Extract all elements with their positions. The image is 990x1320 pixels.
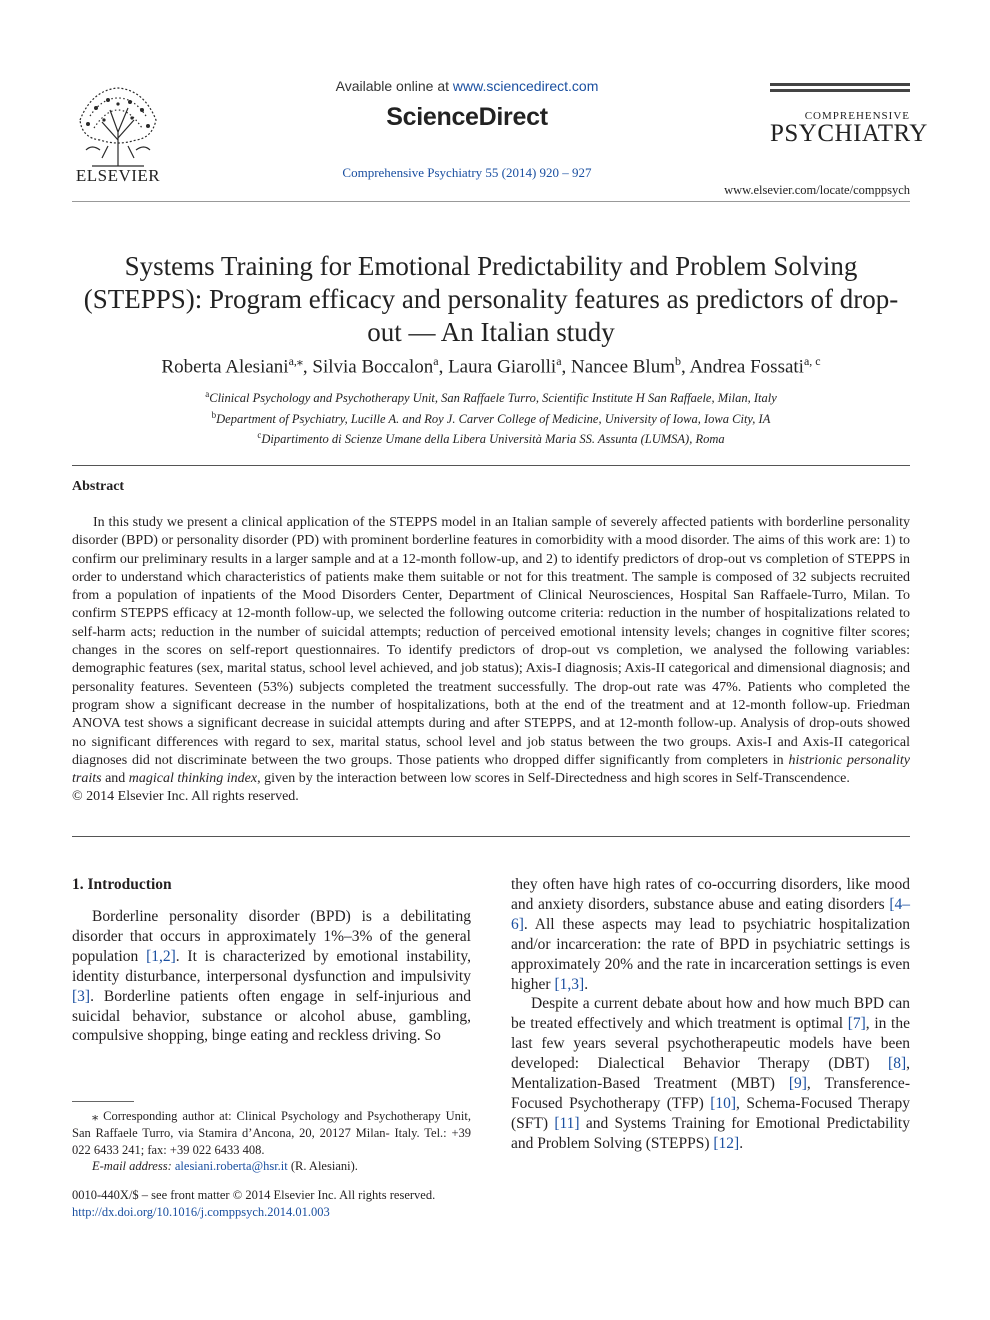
journal-name-big: PSYCHIATRY [770,120,928,147]
article-title: Systems Training for Emotional Predictability and Problem Solving (STEPPS): Program efficacy and personality features as predictors of drop-out — An Italian study [83,251,899,347]
footnote-separator [72,1101,134,1102]
masthead-rules [770,83,910,97]
reference-link[interactable]: [8] [888,1055,907,1073]
journal-citation[interactable]: Comprehensive Psychiatry 55 (2014) 920 – 927 [342,165,592,180]
sciencedirect-link[interactable]: www.sciencedirect.com [452,78,599,94]
abstract-body [72,514,910,807]
affiliation-list [72,386,910,448]
author-name[interactable]: Silvia Boccalon [312,356,434,378]
abstract-italic-2: magical thinking index [128,771,258,787]
affiliation: $^a$Clinical Psychology and Psychotherapy Unit, San Raffaele Turro, Scientific Institute H San Raffaele, Milan, Italy [205,389,777,406]
footnote-marker: ⁎ [92,1109,99,1123]
available-online-label: Available online at [335,78,453,94]
sciencedirect-brand: ScienceDirect [386,103,548,131]
reference-link[interactable]: [1,2] [146,947,176,965]
front-matter [72,1187,492,1221]
author-affiliation-marker[interactable]: a, c [803,354,821,368]
intro-paragraph-1: Borderline personality disorder (BPD) is a debilitating disorder that occurs in approximately 1%–3% of the general population [1,2]. It is characterized by emotional instability, identity disturbance, interpersonal dysfunction and impulsivity [3]. Borderline patients often engage in self-injurious and suicidal behavior, substance or alcohol abuse, gambling, compulsive shopping, binge eating and reckless driving. So [72,908,471,1045]
right-column [511,875,910,1154]
abstract-heading: Abstract [72,479,125,494]
intro-paragraph-1-continued: they often have high rates of co-occurring disorders, like mood and anxiety disorders, substance abuse and eating disorders [4–6]. All these aspects may lead to psychiatric hospitalization and/or incarceration: the rate of BPD in psychiatric settings is approximately 20% and the rate in incarceration settings is even higher [1,3]. [511,876,910,993]
email-label: E-mail address: [92,1159,175,1174]
doi-link[interactable]: http://dx.doi.org/10.1016/j.comppsych.2014.01.003 [72,1204,330,1219]
author-affiliation-marker[interactable]: a [433,354,439,368]
author-email-link[interactable]: alesiani.roberta@hsr.it [174,1159,288,1174]
author-name[interactable]: Nancee Blum [571,356,675,378]
left-column [72,875,471,1046]
reference-link[interactable]: [12] [713,1134,740,1152]
affiliation: $^c$Dipartimento di Scienze Umane della Libera Università Maria SS. Assunta (LUMSA), Roma [257,430,725,447]
journal-masthead [770,83,928,147]
issn-line: 0010-440X/$ – see front matter © 2014 Elsevier Inc. All rights reserved. [72,1188,436,1202]
abstract-italic-1: histrionic personality traits [72,752,910,787]
intro-paragraph-2: Despite a current debate about how and how much BPD can be treated effectively and which treatment is optimal [7], in the last few years several psychotherapeutic models have been developed: Dialectical Behavior Therapy (DBT) [8], Mentalization-Based Treatment (MBT) [9], Transference-Focused Psychotherapy (TFP) [10], Schema-Focused Therapy (SFT) [11] and Systems Training for Emotional Predictability and Problem Solving (STEPPS) [12]. [511,995,911,1152]
abstract-bottom-rule [72,836,910,837]
abstract-paragraph: In this study we present a clinical application of the STEPPS model in an Italian sample of severely affected patients with borderline personality disorder (BPD) or personality disorder (PD) with prominent borderline features in comorbidity with a mood disorder. The aims of this work are: 1) to confirm our preliminary results in a larger sample and at a 12-month follow-up, and 2) to identify predictors of drop-out vs completion of STEPPS in order to understand which characteristics of patients make them suitable or not for this treatment. The sample is composed of 32 subjects recruited from a population of inpatients of the Mood Disorders Center, Department of Clinical Neurosciences, Hospital San Raffaele-Turro, Milan. To confirm STEPPS efficacy at 12-month follow-up, we selected the following outcome criteria: reduction in the number of hospitalizations related to self-harm acts; reduction in the number of suicidal attempts; reduction of perceived emotional intensity levels; changes in cognitive filter scores; changes in the scores on self-report questionnaires. To identify predictors of drop-out vs completion, we analysed the following variables: demographic features (sex, marital status, school level achieved, and job status); Axis-I diagnosis; Axis-II categorical and dimensional diagnosis; and personality features. Seventeen (53%) subjects completed the treatment successfully. The drop-out rate was 47%. Patients who completed the program show a significant decrease in the number of hospitalizations, both at the end of the treatment and at 12-month follow-up. Friedman ANOVA test shows a significant decrease in suicidal attempts during and after STEPPS, and at 12-month follow-up. Analysis of drop-outs showed no significant differences with regard to sex, marital status, school level and job status between the two groups. Axis-I and Axis-II categorical diagnoses did not discriminate between the two groups. Those patients who dropped differ significantly from completers in histrionic personality traits and magical thinking index, given by the interaction between low scores in Self-Directedness and high scores in Self-Transcendence. [72,515,910,787]
elsevier-wordmark: ELSEVIER [75,166,161,185]
reference-link[interactable]: [4–6] [511,895,910,933]
reference-link[interactable]: [1,3] [554,975,585,993]
author-affiliation-marker[interactable]: b [674,354,681,368]
reference-link[interactable]: [3] [72,987,91,1005]
author-name[interactable]: Roberta Alesiani [161,356,289,378]
header-divider [72,201,910,202]
reference-link[interactable]: [9] [788,1075,807,1093]
reference-link[interactable]: [10] [710,1094,737,1112]
author-list: Roberta Alesiani$^{a,⁎}$, Silvia Boccalon$^a$, Laura Giarolli$^a$, Nancee Blum$^b$, Andrea Fossati$^{a, c}$ [161,354,821,378]
abstract-top-rule [72,465,910,466]
journal-name-small: COMPREHENSIVE [804,110,910,122]
section-heading-introduction: 1. Introduction [72,876,172,893]
author-affiliation-marker[interactable]: a [556,354,562,368]
author-name[interactable]: Andrea Fossati [689,356,804,378]
abstract-copyright: © 2014 Elsevier Inc. All rights reserved. [72,789,299,805]
journal-homepage-link[interactable]: www.elsevier.com/locate/comppsych [724,183,910,197]
corresponding-author-footnote: ⁎ Corresponding author at: Clinical Psychology and Psychotherapy Unit, San Raffaele Turro, via Stamira d’Ancona, 20, 20127 Milan- Italy. Tel.: +39 022 6433 241; fax: +39 022 6433 408. E-mail address: alesiani.roberta@hsr.it (R. Alesiani). [72,1109,471,1174]
reference-link[interactable]: [11] [554,1114,580,1132]
author-affiliation-marker[interactable]: a,⁎ [288,354,303,368]
author-name[interactable]: Laura Giarolli [448,356,557,378]
affiliation: $^b$Department of Psychiatry, Lucille A. and Roy J. Carver College of Medicine, University of Iowa, Iowa City, IA [211,409,771,426]
reference-link[interactable]: [7] [847,1015,866,1033]
